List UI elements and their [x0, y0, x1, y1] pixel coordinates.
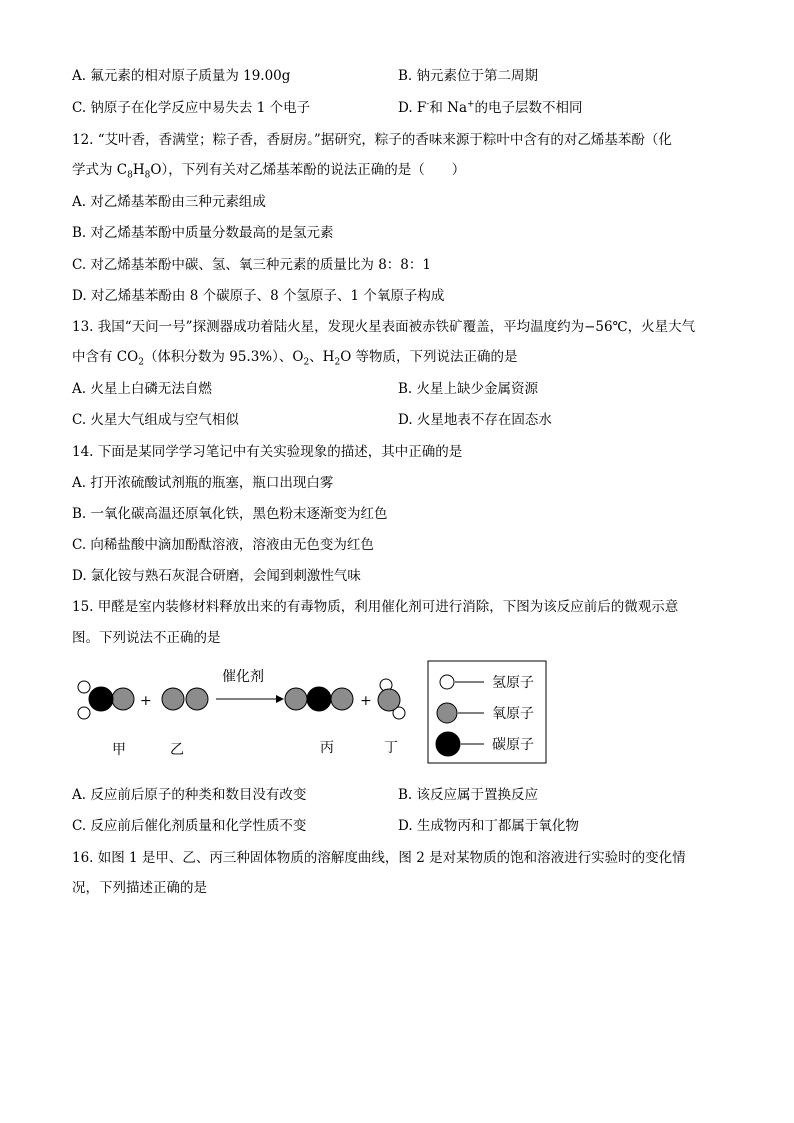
legend-oxygen-swatch [437, 703, 457, 723]
q15-option-d: D. 生成物丙和丁都属于氧化物 [398, 818, 579, 834]
q13-option-b: B. 火星上缺少金属资源 [398, 381, 539, 397]
q13-sub2: 2 [303, 357, 310, 368]
q12-stem-post: O），下列有关对乙烯基苯酚的说法正确的是（ ） [150, 162, 466, 178]
q12-formula-pre: 学式为 C [72, 162, 128, 178]
q13-stem-line1: 13. 我国“天问一号”探测器成功着陆火星，发现火星表面被赤铁矿覆盖，平均温度约为−56℃，火星大气 [72, 319, 696, 335]
q16-stem-line1: 16. 如图 1 是甲、乙、丙三种固体物质的溶解度曲线，图 2 是对某物质的饱和溶液进行实验时的变化情 [72, 850, 686, 866]
q12-option-a: A. 对乙烯基苯酚由三种元素组成 [72, 194, 266, 210]
legend-oxygen-label: 氧原子 [492, 706, 534, 722]
q11-option-a: A. 氟元素的相对原子质量为 19.00g [72, 68, 291, 84]
hydrogen-atom [78, 681, 90, 693]
plus-sign-1: + [140, 693, 152, 709]
molecule-yi [162, 688, 208, 710]
label-yi: 乙 [170, 742, 184, 758]
q11-option-d-post: 的电子层数不相同 [474, 100, 583, 116]
q12-option-b: B. 对乙烯基苯酚中质量分数最高的是氢元素 [72, 225, 334, 241]
q13-stem-mid2: 、H [309, 349, 335, 365]
q13-stem-post: O 等物质，下列说法正确的是 [340, 349, 518, 365]
q15-option-b: B. 该反应属于置换反应 [398, 787, 539, 803]
q11-option-b: B. 钠元素位于第二周期 [398, 68, 539, 84]
carbon-atom [307, 687, 331, 711]
q15-option-a: A. 反应前后原子的种类和数目没有改变 [72, 787, 307, 803]
oxygen-atom [112, 688, 134, 710]
q11-option-d-pre: D. F [398, 100, 427, 116]
hydrogen-atom [78, 707, 90, 719]
catalyst-label: 催化剂 [222, 669, 264, 685]
q15-stem-line1: 15. 甲醛是室内装修材料释放出来的有毒物质，利用催化剂可进行消除，下图为该反应前后的微观示意 [72, 599, 679, 615]
molecule-ding [378, 679, 405, 719]
q13-stem-mid1: （体积分数为 95.3%）、O [143, 349, 304, 365]
q13-stem-pre: 中含有 CO [72, 349, 139, 365]
molecule-bing [285, 687, 353, 711]
q11-option-d-sup1: - [426, 99, 430, 110]
legend-hydrogen-swatch [440, 675, 454, 689]
label-jia: 甲 [112, 742, 126, 758]
q12-option-d: D. 对乙烯基苯酚由 8 个碳原子、8 个氢原子、1 个氧原子构成 [72, 288, 445, 304]
q12-formula-sub2: 8 [144, 170, 151, 181]
q11-option-d-sup2: + [467, 99, 475, 110]
q13-option-a: A. 火星上白磷无法自燃 [72, 381, 212, 397]
oxygen-atom [285, 688, 307, 710]
q14-option-c: C. 向稀盐酸中滴加酚酞溶液，溶液由无色变为红色 [72, 537, 374, 553]
oxygen-atom [378, 689, 400, 711]
plus-sign-2: + [360, 693, 372, 709]
q14-option-d: D. 氯化铵与熟石灰混合研磨，会闻到刺激性气味 [72, 568, 361, 584]
q11-option-d [398, 98, 583, 118]
q13-sub1: 2 [138, 357, 144, 368]
reaction-diagram [0, 655, 794, 770]
q13-stem-line2 [72, 347, 518, 367]
q14-option-a: A. 打开浓硫酸试剂瓶的瓶塞，瓶口出现白雾 [72, 475, 334, 491]
q12-stem-line1: 12. “艾叶香，香满堂；粽子香，香厨房。”据研究，粽子的香味来源于粽叶中含有的对乙烯基苯酚（化 [72, 132, 672, 148]
q11-option-c: C. 钠原子在化学反应中易失去 1 个电子 [72, 100, 311, 116]
q16-stem-line2: 况，下列描述正确的是 [72, 880, 207, 896]
q15-option-c: C. 反应前后催化剂质量和化学性质不变 [72, 818, 307, 834]
q12-option-c: C. 对乙烯基苯酚中碳、氢、氧三种元素的质量比为 8：8：1 [72, 257, 431, 273]
reaction-arrow-head-icon [276, 695, 284, 703]
q12-formula-h: H [132, 162, 145, 178]
legend-carbon-label: 碳原子 [492, 737, 534, 753]
q15-stem-line2: 图。下列说法不正确的是 [72, 630, 221, 646]
q14-option-b: B. 一氧化碳高温还原氧化铁，黑色粉末逐渐变为红色 [72, 506, 388, 522]
q13-option-d: D. 火星地表不存在固态水 [398, 412, 552, 428]
legend [428, 661, 546, 763]
oxygen-atom [162, 688, 184, 710]
q12-stem-line2 [72, 160, 465, 180]
q12-formula-sub1: 8 [127, 170, 133, 181]
oxygen-atom [186, 688, 208, 710]
legend-hydrogen-label: 氢原子 [492, 675, 534, 691]
legend-carbon-swatch [436, 732, 460, 756]
q13-sub3: 2 [334, 357, 341, 368]
oxygen-atom [331, 688, 353, 710]
label-ding: 丁 [384, 740, 398, 756]
q14-stem: 14. 下面是某同学学习笔记中有关实验现象的描述，其中正确的是 [72, 444, 463, 460]
molecule-jia [78, 681, 134, 719]
label-bing: 丙 [320, 740, 334, 756]
q11-option-d-mid: 和 Na [429, 100, 467, 116]
q13-option-c: C. 火星大气组成与空气相似 [72, 412, 239, 428]
carbon-atom [89, 687, 113, 711]
